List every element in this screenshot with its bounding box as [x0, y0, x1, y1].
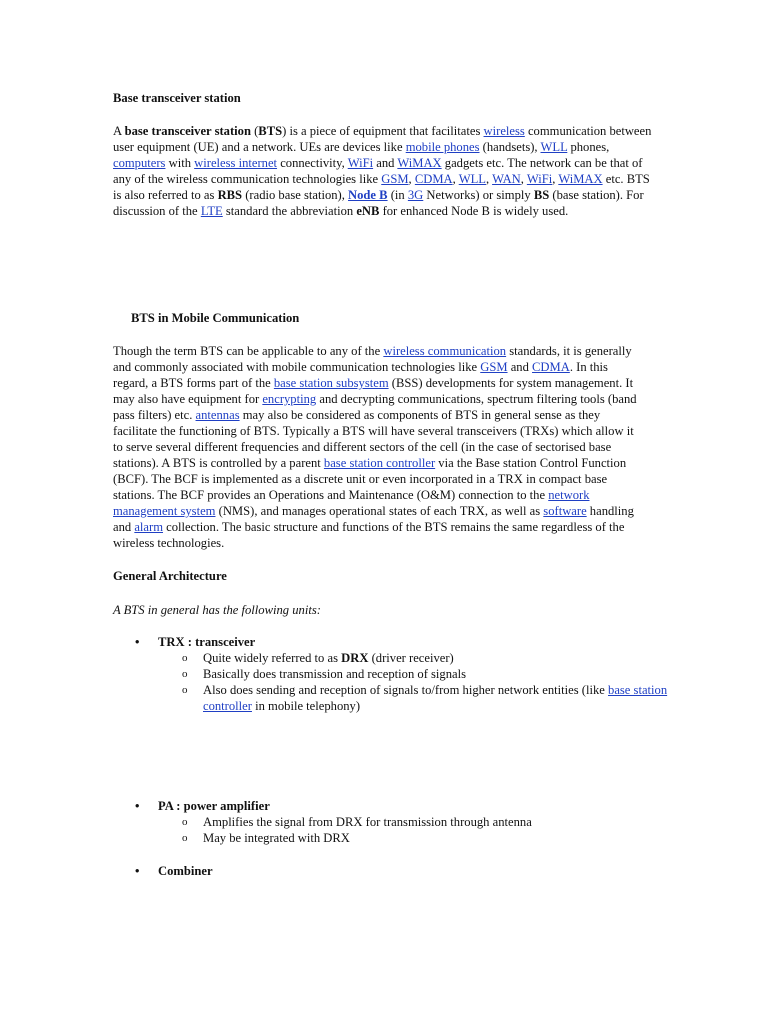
link-wimax-2[interactable]: WiMAX	[558, 172, 603, 186]
sub-bullet-icon: o	[182, 832, 188, 844]
link-computers[interactable]: computers	[113, 156, 166, 170]
bts-mobile-paragraph: Though the term BTS can be applicable to any of the wireless communication standards, it is generally and commonly associated with mobile communication technologies like GSM and CDMA. In this regard, a BTS forms part of the base station subsystem (BSS) developments for system management. It may also have equipment for encrypting and decrypting communications, spectrum filtering tools (band pass filters) etc. antennas may also be considered as components of BTS in general sense as they facilitate the functioning of BTS. Typically a BTS will have several transceivers (TRXs) which allow it to serve several different frequencies and different sectors of the cell (in the case of sectorised base stations). A BTS is controlled by a parent base station controller via the Base station Control Function (BCF). The BCF is implemented as a discrete unit or even incorporated in a TRX in compact base stations. The BCF provides an Operations and Maintenance (O&M) connection to the network management system (NMS), and manages operational states of each TRX, as well as software handling and alarm collection. The basic structure and functions of the BTS remains the same regardless of the wireless technologies.	[113, 344, 637, 550]
intro-paragraph: A base transceiver station (BTS) is a piece of equipment that facilitates wireless communication between user equipment (UE) and a network. UEs are devices like mobile phones (handsets), WLL phones, computers with wireless internet connectivity, WiFi and WiMAX gadgets etc. The network can be that of any of the wireless communication technologies like GSM, CDMA, WLL, WAN, WiFi, WiMAX etc. BTS is also referred to as RBS (radio base station), Node B (in 3G Networks) or simply BS (base station). For discussion of the LTE standard the abbreviation eNB for enhanced Node B is widely used.	[113, 124, 652, 218]
trx-item-2: Basically does transmission and reception of signals	[203, 667, 467, 681]
link-wimax[interactable]: WiMAX	[397, 156, 442, 170]
pa-item-2: May be integrated with DRX	[203, 831, 350, 845]
bullet-icon: •	[135, 799, 140, 813]
sub-bullet-icon: o	[182, 652, 188, 664]
section-heading-general-architecture: General Architecture	[113, 569, 227, 583]
unit-combiner-label: Combiner	[158, 864, 213, 878]
link-wll-2[interactable]: WLL	[458, 172, 486, 186]
link-wireless[interactable]: wireless	[483, 124, 525, 138]
link-base-station-subsystem[interactable]: base station subsystem	[273, 376, 389, 390]
link-network-management-system[interactable]: network management system	[113, 488, 590, 518]
link-antennas[interactable]: antennas	[195, 408, 240, 422]
link-gsm[interactable]: GSM	[381, 172, 409, 186]
trx-item-1: Quite widely referred to as DRX (driver receiver)	[203, 651, 454, 665]
link-wan[interactable]: WAN	[492, 172, 521, 186]
sub-bullet-icon: o	[182, 668, 188, 680]
trx-item-3: Also does sending and reception of signals to/from higher network entities (like base station controller in mobile telephony)	[203, 683, 668, 713]
section-heading-bts-mobile: BTS in Mobile Communication	[131, 311, 300, 325]
sub-bullet-icon: o	[182, 684, 188, 696]
link-base-station-controller[interactable]: base station controller	[323, 456, 436, 470]
link-wireless-internet[interactable]: wireless internet	[194, 156, 278, 170]
link-gsm-2[interactable]: GSM	[480, 360, 508, 374]
link-cdma[interactable]: CDMA	[414, 172, 453, 186]
link-wifi-2[interactable]: WiFi	[526, 172, 553, 186]
page-title: Base transceiver station	[113, 91, 241, 105]
link-base-station-controller-2[interactable]: base station controller	[203, 683, 668, 713]
link-node-b[interactable]: Node B	[348, 188, 388, 202]
link-wll[interactable]: WLL	[540, 140, 568, 154]
unit-trx-label: TRX : transceiver	[158, 635, 256, 649]
sub-bullet-icon: o	[182, 816, 188, 828]
bullet-icon: •	[135, 635, 140, 649]
pa-item-1: Amplifies the signal from DRX for transmission through antenna	[203, 815, 532, 829]
link-alarm[interactable]: alarm	[134, 520, 164, 534]
architecture-lead: A BTS in general has the following units:	[113, 603, 321, 617]
bullet-icon: •	[135, 864, 140, 878]
link-lte[interactable]: LTE	[200, 204, 223, 218]
link-mobile-phones[interactable]: mobile phones	[405, 140, 480, 154]
link-wireless-communication[interactable]: wireless communication	[383, 344, 507, 358]
link-encrypting[interactable]: encrypting	[262, 392, 317, 406]
link-wifi[interactable]: WiFi	[347, 156, 374, 170]
link-cdma-2[interactable]: CDMA	[532, 360, 570, 374]
unit-pa-label: PA : power amplifier	[158, 799, 270, 813]
link-software[interactable]: software	[543, 504, 587, 518]
link-3g[interactable]: 3G	[407, 188, 424, 202]
